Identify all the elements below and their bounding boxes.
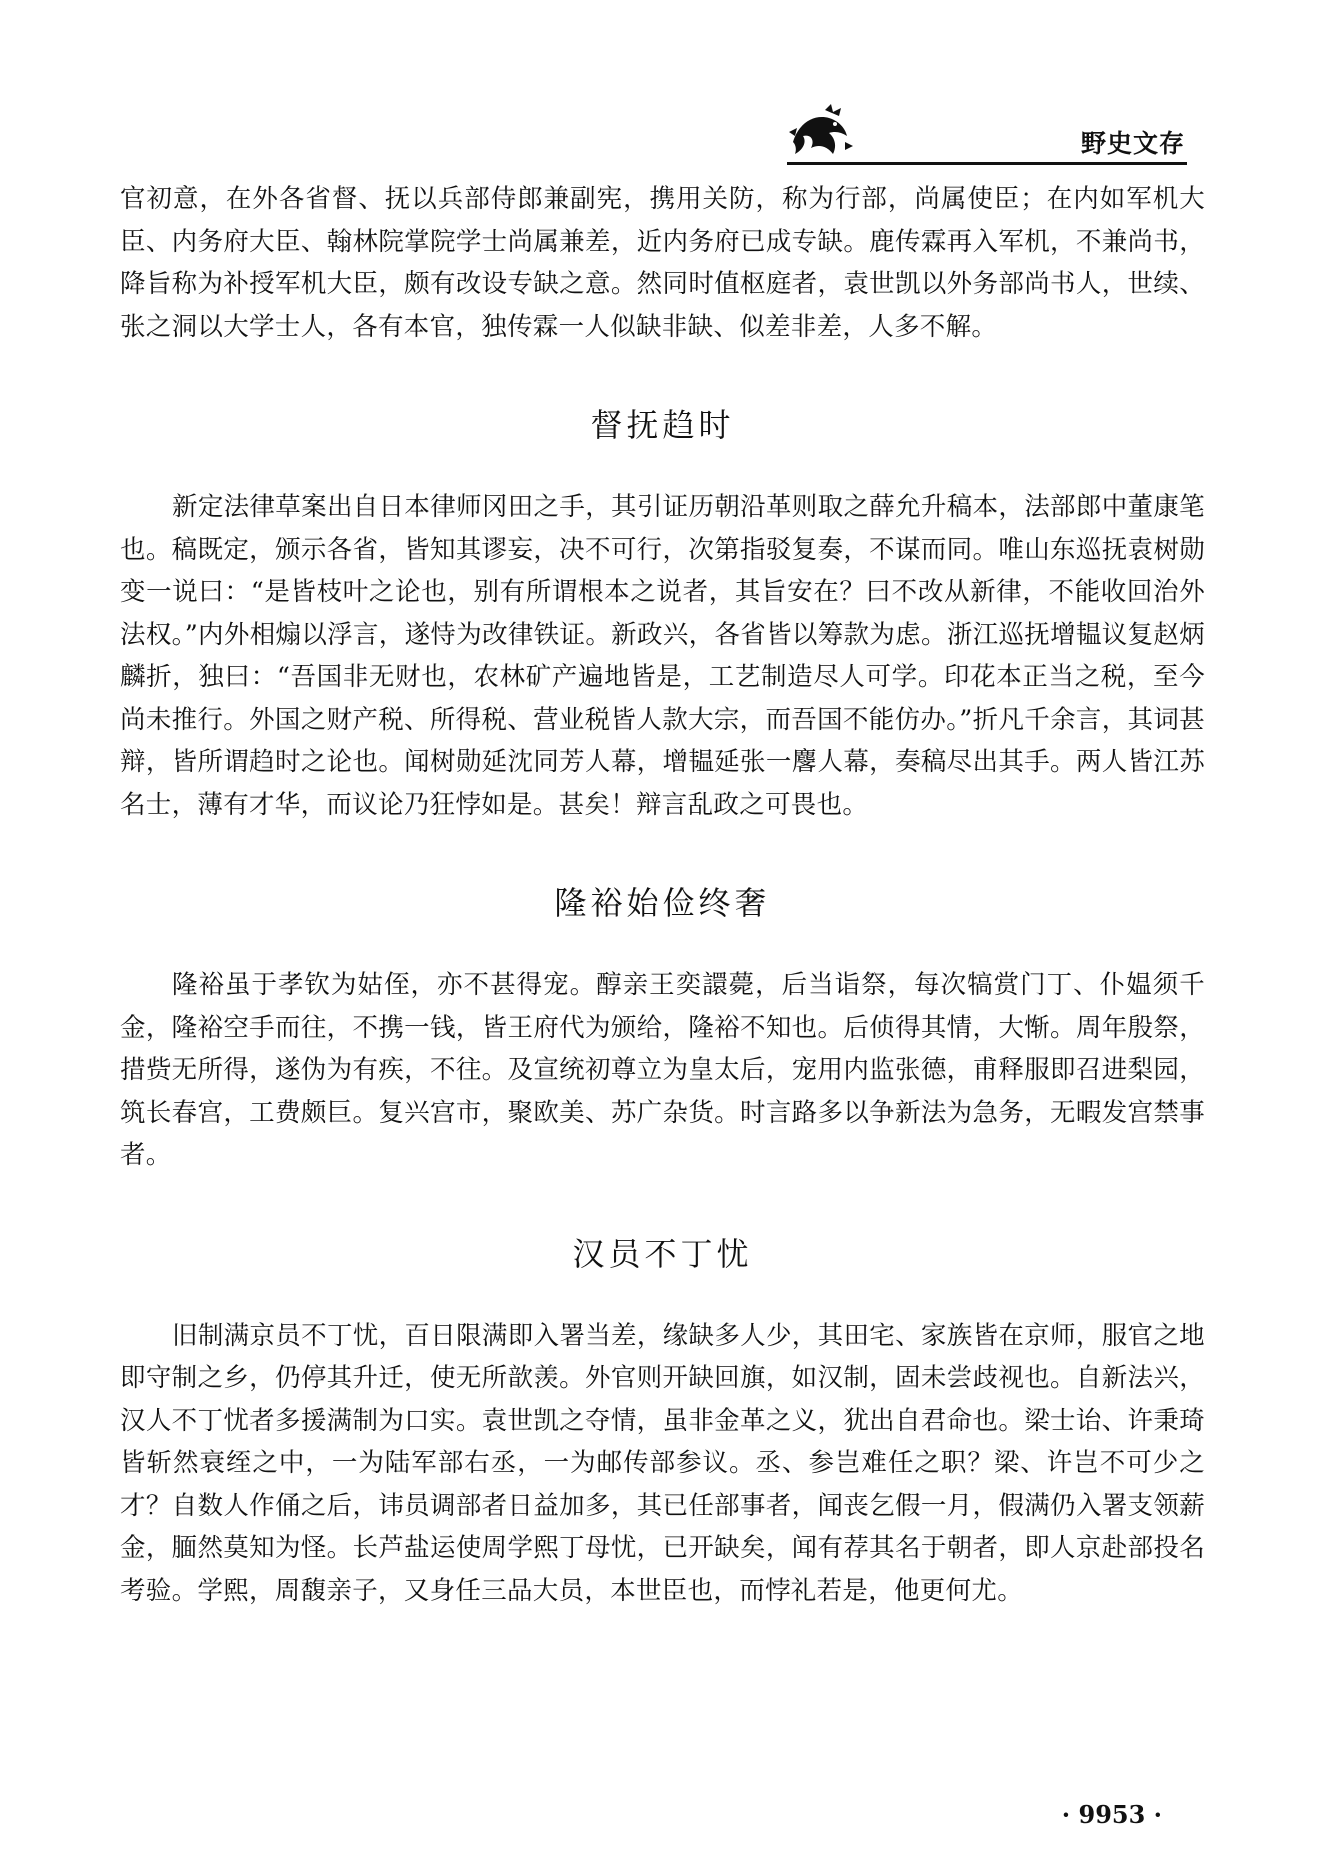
page-content [120,178,1205,1612]
section-paragraph-longyu: 隆裕虽于孝钦为姑侄，亦不甚得宠。醇亲王奕譞薨，后当诣祭，每次犒赏门丁、仆媪须千金，隆裕空手而往，不携一钱，皆王府代为颁给，隆裕不知也。后侦得其情，大惭。周年殷祭，措赀无所得，遂伪为有疾，不往。及宣统初尊立为皇太后，宠用内监张德，甫释服即召进梨园，筑长春宫，工费颇巨。复兴宫市，聚欧美、苏广杂货。时言路多以争新法为急务，无暇发宫禁事者。 [120,970,1205,1170]
page-number: · 9953 · [1061,1800,1162,1829]
section-title-dufu: 督抚趋时 [590,406,735,444]
section-title-longyu: 隆裕始俭终奢 [554,884,771,922]
section-title-hanyuan: 汉员不丁忧 [572,1234,753,1273]
section-paragraph-dufu: 新定法律草案出自日本律师冈田之手，其引证历朝沿革则取之薛允升稿本，法部郎中董康笔也。稿既定，颁示各省，皆知其谬妄，决不可行，次第指驳复奏，不谋而同。唯山东巡抚袁树勋变一说曰：“是皆枝叶之论也，别有所谓根本之说者，其旨安在？曰不改从新律，不能收回治外法权。”内外相煽以浮言，遂恃为改律铁证。新政兴，各省皆以筹款为虑。浙江巡抚增韫议复赵炳麟折，独曰：“吾国非无财也，农林矿产遍地皆是，工艺制造尽人可学。印花本正当之税，至今尚未推行。外国之财产税、所得税、营业税皆人款大宗，而吾国不能仿办。”折凡千余言，其词甚辩，皆所谓趋时之论也。闻树勋延沈同芳人幕，增韫延张一麐人幕，奏稿尽出其手。两人皆江苏名士，薄有才华，而议论乃狂悖如是。甚矣！辩言乱政之可畏也。 [120,492,1205,820]
page-header [785,100,1205,166]
header-title: 野史文存 [1080,129,1185,158]
intro-paragraph: 官初意，在外各省督、抚以兵部侍郎兼副宪，携用关防，称为行部，尚属使臣；在内如军机大臣、内务府大臣、翰林院掌院学士尚属兼差，近内务府已成专缺。鹿传霖再入军机，不兼尚书，降旨称为补授军机大臣，颇有改设专缺之意。然同时值枢庭者，袁世凯以外务部尚书人，世续、张之洞以大学士人，各有本官，独传霖一人似缺非缺、似差非差，人多不解。 [120,184,1205,342]
dragon-logo-icon [785,102,855,162]
header-rule [787,162,1187,165]
section-paragraph-hanyuan: 旧制满京员不丁忧，百日限满即入署当差，缘缺多人少，其田宅、家族皆在京师，服官之地即守制之乡，仍停其升迁，使无所歆羡。外官则开缺回旗，如汉制，固未尝歧视也。自新法兴，汉人不丁忧者多援满制为口实。袁世凯之夺情，虽非金革之义，犹出自君命也。梁士诒、许秉琦皆斩然衰绖之中，一为陆军部右丞，一为邮传部参议。丞、参岂难任之职？梁、许岂不可少之才？自数人作俑之后，讳员调部者日益加多，其已任部事者，闻丧乞假一月，假满仍入署支领薪金，腼然莫知为怪。长芦盐运使周学熙丁母忧，已开缺矣，闻有荐其名于朝者，即人京赴部投名考验。学熙，周馥亲子，又身任三品大员，本世臣也，而悖礼若是，他更何尤。 [120,1320,1205,1606]
